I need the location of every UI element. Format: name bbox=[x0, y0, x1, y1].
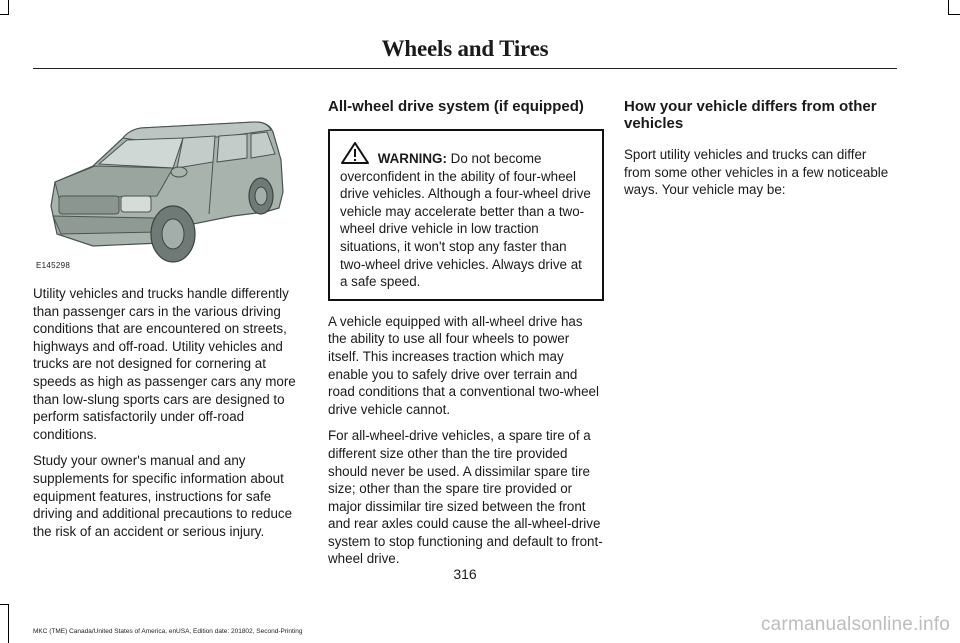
right-column bbox=[624, 98, 896, 208]
footer-edition-info: MKC (TME) Canada/United States of America, enUSA, Edition date: 201802, Second-Printing bbox=[33, 628, 303, 635]
crop-mark-top-right bbox=[948, 0, 949, 14]
warning-text: Do not become overconfident in the ability of four-wheel drive vehicles. Although a four-wheel drive vehicle may accelerate better than a two-wheel drive vehicle in low traction situations, it won't stop any faster than two-wheel drive vehicles. Always drive at a safe speed. bbox=[340, 151, 591, 290]
left-paragraph-1: Utility vehicles and trucks handle differently than passenger cars in the various driving conditions that are encountered on streets, highways and off-road. Utility vehicles and trucks are not designed for cornering at speeds as high as passenger cars any more than low-slung sports cars are designed to perform satisfactorily under off-road conditions. bbox=[33, 286, 296, 442]
page-title: Wheels and Tires bbox=[381, 36, 549, 61]
suv-illustration bbox=[33, 96, 305, 276]
middle-paragraph-2: For all-wheel-drive vehicles, a spare tire of a different size other than the tire provided should never be used. A dissimilar spare tire size; other than the spare tire provided or major dissimilar tire sized between the front and rear axles could cause the all-wheel-drive system to stop functioning and default to front-wheel drive. bbox=[328, 428, 603, 567]
warning-label: WARNING: bbox=[377, 151, 447, 166]
crop-mark-top-left-h bbox=[0, 14, 9, 15]
section-heading-differences: How your vehicle differs from other vehicles bbox=[624, 98, 877, 132]
page-number: 316 bbox=[453, 566, 477, 582]
warning-box bbox=[328, 129, 604, 301]
warning-triangle-icon bbox=[340, 151, 378, 166]
middle-paragraph-1: A vehicle equipped with all-wheel drive has the ability to use all four wheels to power itself. This increases traction which may enable you to safely drive over terrain and road conditions that a conventional two-wheel drive vehicle cannot. bbox=[328, 313, 599, 417]
right-paragraph-1: Sport utility vehicles and trucks can differ from some other vehicles in a few noticeable ways. Your vehicle may be: bbox=[624, 147, 889, 198]
left-paragraph-2: Study your owner's manual and any supplements for specific information about equipment features, instructions for safe driving and additional precautions to reduce the risk of an accident or serious injury. bbox=[33, 453, 293, 539]
header-divider bbox=[33, 68, 897, 69]
suv-drawing bbox=[33, 96, 305, 276]
illustration-code: E145298 bbox=[36, 261, 71, 270]
crop-mark-top-left bbox=[8, 0, 9, 14]
section-heading-awd: All-wheel drive system (if equipped) bbox=[328, 98, 584, 115]
watermark: carmanualsonline.info bbox=[760, 614, 950, 635]
middle-column bbox=[328, 98, 604, 577]
crop-mark-top-right-h bbox=[948, 14, 960, 15]
left-column bbox=[33, 96, 305, 549]
crop-mark-bottom-left-h bbox=[0, 604, 9, 605]
crop-mark-bottom-left bbox=[8, 604, 9, 643]
